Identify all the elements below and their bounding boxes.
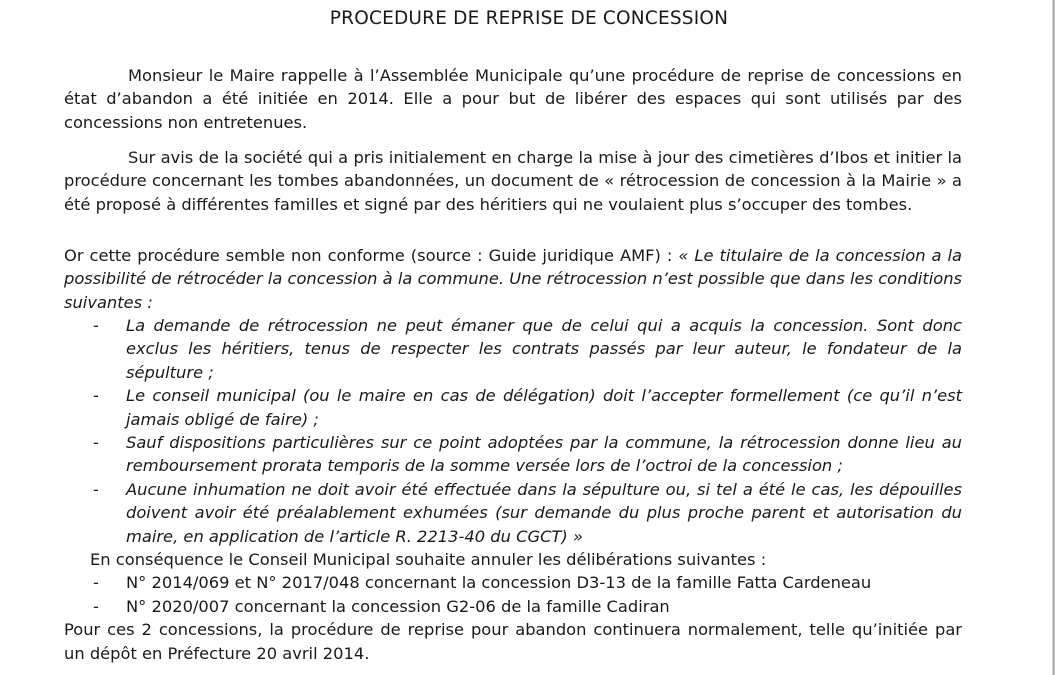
consequence-lead: En conséquence le Conseil Municipal souhaite annuler les délibérations suivantes : [90, 550, 767, 569]
deliberation-item: - N° 2020/007 concernant la concession G2-06 de la famille Cadiran [64, 595, 962, 618]
scan-edge-shadow [1052, 0, 1055, 675]
condition-item: - Le conseil municipal (ou le maire en cas de délégation) doit l’accepter formellement (ce qu’il n’est jamais obligé de faire) ; [64, 384, 962, 431]
paragraph-retrocession-document: Sur avis de la société qui a pris initialement en charge la mise à jour des cimetières d’Ibos et initier la procédure concernant les tombes abandonnées, un document de « rétrocession de concession à la Mairie » a été proposé à différentes familles et signé par des héritiers qui ne voulaient plus s’occuper des tombes. [64, 148, 962, 214]
consequence-closing: Pour ces 2 concessions, la procédure de reprise pour abandon continuera normalement, telle qu’initiée par un dépôt en Préfecture 20 avril 2014. [64, 620, 962, 663]
legal-quote-intro: « Le titulaire de la concession a la possibilité de rétrocéder la concession à la commune. Une rétrocession n’est possible que dans les conditions suivantes : [64, 246, 962, 312]
deliberations-list [64, 571, 962, 618]
paragraph-reminder: Monsieur le Maire rappelle à l’Assemblée Municipale qu’une procédure de reprise de concessions en état d’abandon a été initiée en 2014. Elle a pour but de libérer des espaces qui sont utilisés par des concessions non entretenues. [64, 66, 962, 132]
paragraph-legal-source [64, 244, 962, 314]
consequence-section [64, 548, 962, 665]
condition-item: - La demande de rétrocession ne peut émaner que de celui qui a acquis la concession. Sont donc exclus les héritiers, tenus de respecter les contrats passés par leur auteur, le fondateur de la sépulture ; [64, 314, 962, 384]
page-title: PROCEDURE DE REPRISE DE CONCESSION [329, 8, 729, 29]
conditions-list [64, 314, 962, 548]
legal-source-lead: Or cette procédure semble non conforme (source : Guide juridique AMF) : [64, 246, 673, 265]
deliberation-item: - N° 2014/069 et N° 2017/048 concernant la concession D3-13 de la famille Fatta Cardeneau [64, 571, 962, 594]
condition-item: - Aucune inhumation ne doit avoir été effectuée dans la sépulture ou, si tel a été le cas, les dépouilles doivent avoir été préalablement exhumées (sur demande du plus proche parent et autorisation du maire, en application de l’article R. 2213-40 du CGCT) » [64, 478, 962, 548]
condition-item: - Sauf dispositions particulières sur ce point adoptées par la commune, la rétrocession donne lieu au remboursement prorata temporis de la somme versée lors de l’octroi de la concession ; [64, 431, 962, 478]
